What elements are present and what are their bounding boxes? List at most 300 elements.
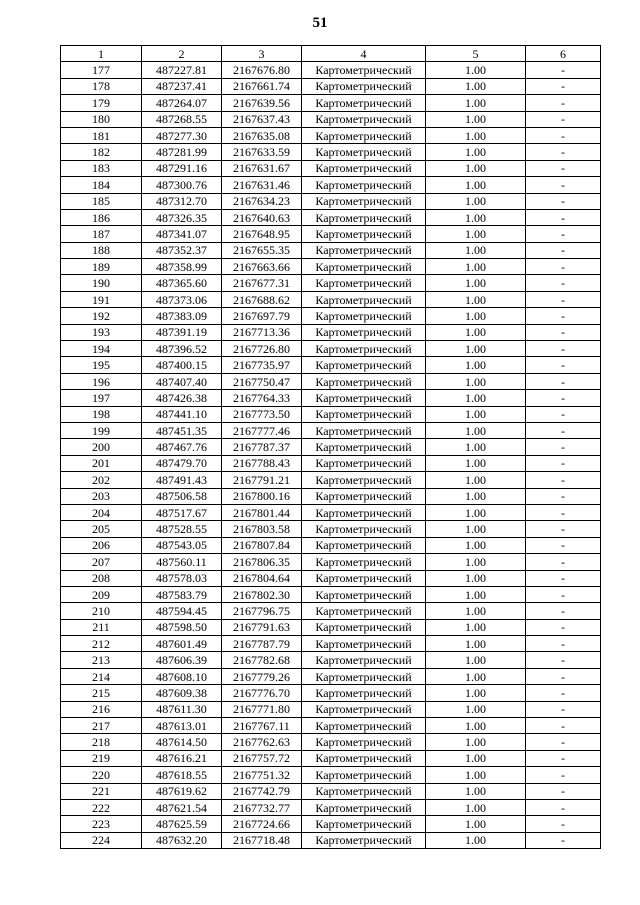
method-cell: Картометрический bbox=[302, 127, 426, 143]
note-cell: - bbox=[526, 668, 601, 684]
table-row bbox=[61, 521, 601, 537]
accuracy-cell: 1.00 bbox=[426, 422, 526, 438]
point-number-cell: 204 bbox=[61, 504, 142, 520]
note-cell: - bbox=[526, 291, 601, 307]
note-cell: - bbox=[526, 324, 601, 340]
page-number: 51 bbox=[312, 15, 328, 31]
y-coordinate-cell: 2167806.35 bbox=[222, 554, 302, 570]
method-cell: Картометрический bbox=[302, 177, 426, 193]
table-row bbox=[61, 259, 601, 275]
table-row bbox=[61, 160, 601, 176]
point-number-cell: 216 bbox=[61, 701, 142, 717]
x-coordinate-cell: 487300.76 bbox=[142, 177, 222, 193]
method-cell: Картометрический bbox=[302, 636, 426, 652]
x-coordinate-cell: 487619.62 bbox=[142, 783, 222, 799]
table-row bbox=[61, 668, 601, 684]
point-number-cell: 191 bbox=[61, 291, 142, 307]
note-cell: - bbox=[526, 111, 601, 127]
method-cell: Картометрический bbox=[302, 341, 426, 357]
table-row bbox=[61, 209, 601, 225]
note-cell: - bbox=[526, 554, 601, 570]
y-coordinate-cell: 2167800.16 bbox=[222, 488, 302, 504]
method-cell: Картометрический bbox=[302, 144, 426, 160]
y-coordinate-cell: 2167788.43 bbox=[222, 455, 302, 471]
y-coordinate-cell: 2167791.63 bbox=[222, 619, 302, 635]
point-number-cell: 181 bbox=[61, 127, 142, 143]
table-row bbox=[61, 78, 601, 94]
y-coordinate-cell: 2167655.35 bbox=[222, 242, 302, 258]
point-number-cell: 180 bbox=[61, 111, 142, 127]
y-coordinate-cell: 2167677.31 bbox=[222, 275, 302, 291]
table-row bbox=[61, 308, 601, 324]
point-number-cell: 217 bbox=[61, 718, 142, 734]
note-cell: - bbox=[526, 488, 601, 504]
accuracy-cell: 1.00 bbox=[426, 78, 526, 94]
accuracy-cell: 1.00 bbox=[426, 799, 526, 815]
point-number-cell: 200 bbox=[61, 439, 142, 455]
point-number-cell: 179 bbox=[61, 95, 142, 111]
method-cell: Картометрический bbox=[302, 554, 426, 570]
y-coordinate-cell: 2167676.80 bbox=[222, 62, 302, 78]
point-number-cell: 218 bbox=[61, 734, 142, 750]
y-coordinate-cell: 2167804.64 bbox=[222, 570, 302, 586]
note-cell: - bbox=[526, 816, 601, 832]
point-number-cell: 182 bbox=[61, 144, 142, 160]
method-cell: Картометрический bbox=[302, 783, 426, 799]
y-coordinate-cell: 2167791.21 bbox=[222, 472, 302, 488]
method-cell: Картометрический bbox=[302, 406, 426, 422]
column-header-1: 1 bbox=[61, 46, 142, 62]
y-coordinate-cell: 2167803.58 bbox=[222, 521, 302, 537]
method-cell: Картометрический bbox=[302, 816, 426, 832]
table-row bbox=[61, 636, 601, 652]
column-header-5: 5 bbox=[426, 46, 526, 62]
accuracy-cell: 1.00 bbox=[426, 734, 526, 750]
method-cell: Картометрический bbox=[302, 504, 426, 520]
accuracy-cell: 1.00 bbox=[426, 144, 526, 160]
method-cell: Картометрический bbox=[302, 226, 426, 242]
note-cell: - bbox=[526, 62, 601, 78]
point-number-cell: 215 bbox=[61, 685, 142, 701]
method-cell: Картометрический bbox=[302, 734, 426, 750]
point-number-cell: 201 bbox=[61, 455, 142, 471]
x-coordinate-cell: 487383.09 bbox=[142, 308, 222, 324]
accuracy-cell: 1.00 bbox=[426, 275, 526, 291]
x-coordinate-cell: 487606.39 bbox=[142, 652, 222, 668]
y-coordinate-cell: 2167724.66 bbox=[222, 816, 302, 832]
method-cell: Картометрический bbox=[302, 357, 426, 373]
accuracy-cell: 1.00 bbox=[426, 177, 526, 193]
x-coordinate-cell: 487560.11 bbox=[142, 554, 222, 570]
x-coordinate-cell: 487396.52 bbox=[142, 341, 222, 357]
method-cell: Картометрический bbox=[302, 95, 426, 111]
point-number-cell: 183 bbox=[61, 160, 142, 176]
point-number-cell: 186 bbox=[61, 209, 142, 225]
y-coordinate-cell: 2167637.43 bbox=[222, 111, 302, 127]
x-coordinate-cell: 487609.38 bbox=[142, 685, 222, 701]
accuracy-cell: 1.00 bbox=[426, 455, 526, 471]
accuracy-cell: 1.00 bbox=[426, 718, 526, 734]
y-coordinate-cell: 2167639.56 bbox=[222, 95, 302, 111]
x-coordinate-cell: 487598.50 bbox=[142, 619, 222, 635]
y-coordinate-cell: 2167663.66 bbox=[222, 259, 302, 275]
accuracy-cell: 1.00 bbox=[426, 357, 526, 373]
y-coordinate-cell: 2167801.44 bbox=[222, 504, 302, 520]
accuracy-cell: 1.00 bbox=[426, 308, 526, 324]
point-number-cell: 208 bbox=[61, 570, 142, 586]
point-number-cell: 177 bbox=[61, 62, 142, 78]
table-row bbox=[61, 324, 601, 340]
x-coordinate-cell: 487594.45 bbox=[142, 603, 222, 619]
column-header-2: 2 bbox=[142, 46, 222, 62]
table-row bbox=[61, 373, 601, 389]
note-cell: - bbox=[526, 619, 601, 635]
point-number-cell: 212 bbox=[61, 636, 142, 652]
method-cell: Картометрический bbox=[302, 193, 426, 209]
y-coordinate-cell: 2167771.80 bbox=[222, 701, 302, 717]
accuracy-cell: 1.00 bbox=[426, 816, 526, 832]
accuracy-cell: 1.00 bbox=[426, 341, 526, 357]
accuracy-cell: 1.00 bbox=[426, 488, 526, 504]
y-coordinate-cell: 2167773.50 bbox=[222, 406, 302, 422]
table-row bbox=[61, 816, 601, 832]
y-coordinate-cell: 2167631.46 bbox=[222, 177, 302, 193]
x-coordinate-cell: 487341.07 bbox=[142, 226, 222, 242]
note-cell: - bbox=[526, 160, 601, 176]
method-cell: Картометрический bbox=[302, 62, 426, 78]
accuracy-cell: 1.00 bbox=[426, 209, 526, 225]
y-coordinate-cell: 2167796.75 bbox=[222, 603, 302, 619]
method-cell: Картометрический bbox=[302, 652, 426, 668]
method-cell: Картометрический bbox=[302, 799, 426, 815]
point-number-cell: 221 bbox=[61, 783, 142, 799]
note-cell: - bbox=[526, 455, 601, 471]
column-header-3: 3 bbox=[222, 46, 302, 62]
method-cell: Картометрический bbox=[302, 586, 426, 602]
table-row bbox=[61, 455, 601, 471]
table-row bbox=[61, 734, 601, 750]
table-row bbox=[61, 832, 601, 848]
x-coordinate-cell: 487352.37 bbox=[142, 242, 222, 258]
y-coordinate-cell: 2167631.67 bbox=[222, 160, 302, 176]
method-cell: Картометрический bbox=[302, 570, 426, 586]
note-cell: - bbox=[526, 701, 601, 717]
x-coordinate-cell: 487407.40 bbox=[142, 373, 222, 389]
note-cell: - bbox=[526, 570, 601, 586]
y-coordinate-cell: 2167634.23 bbox=[222, 193, 302, 209]
method-cell: Картометрический bbox=[302, 259, 426, 275]
table-row bbox=[61, 177, 601, 193]
table-row bbox=[61, 603, 601, 619]
table-row bbox=[61, 652, 601, 668]
point-number-cell: 209 bbox=[61, 586, 142, 602]
table-row bbox=[61, 586, 601, 602]
x-coordinate-cell: 487264.07 bbox=[142, 95, 222, 111]
x-coordinate-cell: 487227.81 bbox=[142, 62, 222, 78]
note-cell: - bbox=[526, 685, 601, 701]
table-row bbox=[61, 718, 601, 734]
column-header-6: 6 bbox=[526, 46, 601, 62]
method-cell: Картометрический bbox=[302, 472, 426, 488]
method-cell: Картометрический bbox=[302, 291, 426, 307]
table-row bbox=[61, 144, 601, 160]
table-row bbox=[61, 406, 601, 422]
table-row bbox=[61, 357, 601, 373]
point-number-cell: 211 bbox=[61, 619, 142, 635]
note-cell: - bbox=[526, 422, 601, 438]
coordinates-table bbox=[60, 45, 601, 849]
point-number-cell: 187 bbox=[61, 226, 142, 242]
method-cell: Картометрический bbox=[302, 78, 426, 94]
accuracy-cell: 1.00 bbox=[426, 390, 526, 406]
y-coordinate-cell: 2167787.37 bbox=[222, 439, 302, 455]
note-cell: - bbox=[526, 734, 601, 750]
method-cell: Картометрический bbox=[302, 767, 426, 783]
x-coordinate-cell: 487625.59 bbox=[142, 816, 222, 832]
method-cell: Картометрический bbox=[302, 603, 426, 619]
point-number-cell: 198 bbox=[61, 406, 142, 422]
accuracy-cell: 1.00 bbox=[426, 373, 526, 389]
y-coordinate-cell: 2167807.84 bbox=[222, 537, 302, 553]
note-cell: - bbox=[526, 177, 601, 193]
note-cell: - bbox=[526, 209, 601, 225]
table-row bbox=[61, 750, 601, 766]
point-number-cell: 205 bbox=[61, 521, 142, 537]
accuracy-cell: 1.00 bbox=[426, 62, 526, 78]
point-number-cell: 222 bbox=[61, 799, 142, 815]
y-coordinate-cell: 2167732.77 bbox=[222, 799, 302, 815]
method-cell: Картометрический bbox=[302, 488, 426, 504]
accuracy-cell: 1.00 bbox=[426, 504, 526, 520]
accuracy-cell: 1.00 bbox=[426, 636, 526, 652]
point-number-cell: 178 bbox=[61, 78, 142, 94]
table-header-row bbox=[61, 46, 601, 62]
note-cell: - bbox=[526, 275, 601, 291]
x-coordinate-cell: 487528.55 bbox=[142, 521, 222, 537]
note-cell: - bbox=[526, 504, 601, 520]
x-coordinate-cell: 487517.67 bbox=[142, 504, 222, 520]
accuracy-cell: 1.00 bbox=[426, 832, 526, 848]
accuracy-cell: 1.00 bbox=[426, 750, 526, 766]
y-coordinate-cell: 2167661.74 bbox=[222, 78, 302, 94]
table-row bbox=[61, 783, 601, 799]
accuracy-cell: 1.00 bbox=[426, 619, 526, 635]
x-coordinate-cell: 487312.70 bbox=[142, 193, 222, 209]
note-cell: - bbox=[526, 226, 601, 242]
note-cell: - bbox=[526, 439, 601, 455]
x-coordinate-cell: 487426.38 bbox=[142, 390, 222, 406]
method-cell: Картометрический bbox=[302, 308, 426, 324]
table-row bbox=[61, 767, 601, 783]
y-coordinate-cell: 2167782.68 bbox=[222, 652, 302, 668]
method-cell: Картометрический bbox=[302, 390, 426, 406]
table-body bbox=[61, 62, 601, 849]
table-row bbox=[61, 62, 601, 78]
table-row bbox=[61, 111, 601, 127]
x-coordinate-cell: 487441.10 bbox=[142, 406, 222, 422]
y-coordinate-cell: 2167757.72 bbox=[222, 750, 302, 766]
x-coordinate-cell: 487326.35 bbox=[142, 209, 222, 225]
point-number-cell: 194 bbox=[61, 341, 142, 357]
table-row bbox=[61, 226, 601, 242]
x-coordinate-cell: 487291.16 bbox=[142, 160, 222, 176]
y-coordinate-cell: 2167764.33 bbox=[222, 390, 302, 406]
x-coordinate-cell: 487467.76 bbox=[142, 439, 222, 455]
accuracy-cell: 1.00 bbox=[426, 570, 526, 586]
x-coordinate-cell: 487616.21 bbox=[142, 750, 222, 766]
x-coordinate-cell: 487373.06 bbox=[142, 291, 222, 307]
table-row bbox=[61, 472, 601, 488]
x-coordinate-cell: 487277.30 bbox=[142, 127, 222, 143]
point-number-cell: 199 bbox=[61, 422, 142, 438]
accuracy-cell: 1.00 bbox=[426, 767, 526, 783]
note-cell: - bbox=[526, 406, 601, 422]
method-cell: Картометрический bbox=[302, 718, 426, 734]
point-number-cell: 185 bbox=[61, 193, 142, 209]
y-coordinate-cell: 2167633.59 bbox=[222, 144, 302, 160]
point-number-cell: 195 bbox=[61, 357, 142, 373]
accuracy-cell: 1.00 bbox=[426, 439, 526, 455]
y-coordinate-cell: 2167697.79 bbox=[222, 308, 302, 324]
y-coordinate-cell: 2167767.11 bbox=[222, 718, 302, 734]
table-row bbox=[61, 439, 601, 455]
point-number-cell: 210 bbox=[61, 603, 142, 619]
note-cell: - bbox=[526, 95, 601, 111]
note-cell: - bbox=[526, 537, 601, 553]
note-cell: - bbox=[526, 586, 601, 602]
accuracy-cell: 1.00 bbox=[426, 783, 526, 799]
y-coordinate-cell: 2167787.79 bbox=[222, 636, 302, 652]
table-row bbox=[61, 799, 601, 815]
y-coordinate-cell: 2167750.47 bbox=[222, 373, 302, 389]
x-coordinate-cell: 487491.43 bbox=[142, 472, 222, 488]
x-coordinate-cell: 487451.35 bbox=[142, 422, 222, 438]
x-coordinate-cell: 487268.55 bbox=[142, 111, 222, 127]
x-coordinate-cell: 487358.99 bbox=[142, 259, 222, 275]
y-coordinate-cell: 2167762.63 bbox=[222, 734, 302, 750]
table-row bbox=[61, 275, 601, 291]
y-coordinate-cell: 2167751.32 bbox=[222, 767, 302, 783]
accuracy-cell: 1.00 bbox=[426, 95, 526, 111]
note-cell: - bbox=[526, 652, 601, 668]
accuracy-cell: 1.00 bbox=[426, 324, 526, 340]
method-cell: Картометрический bbox=[302, 455, 426, 471]
table-row bbox=[61, 127, 601, 143]
method-cell: Картометрический bbox=[302, 439, 426, 455]
y-coordinate-cell: 2167777.46 bbox=[222, 422, 302, 438]
note-cell: - bbox=[526, 783, 601, 799]
table-row bbox=[61, 193, 601, 209]
method-cell: Картометрический bbox=[302, 373, 426, 389]
accuracy-cell: 1.00 bbox=[426, 472, 526, 488]
accuracy-cell: 1.00 bbox=[426, 291, 526, 307]
column-header-4: 4 bbox=[302, 46, 426, 62]
point-number-cell: 197 bbox=[61, 390, 142, 406]
note-cell: - bbox=[526, 799, 601, 815]
method-cell: Картометрический bbox=[302, 422, 426, 438]
note-cell: - bbox=[526, 341, 601, 357]
table-row bbox=[61, 488, 601, 504]
table-row bbox=[61, 570, 601, 586]
accuracy-cell: 1.00 bbox=[426, 521, 526, 537]
note-cell: - bbox=[526, 127, 601, 143]
accuracy-cell: 1.00 bbox=[426, 127, 526, 143]
method-cell: Картометрический bbox=[302, 701, 426, 717]
y-coordinate-cell: 2167648.95 bbox=[222, 226, 302, 242]
note-cell: - bbox=[526, 832, 601, 848]
note-cell: - bbox=[526, 308, 601, 324]
accuracy-cell: 1.00 bbox=[426, 586, 526, 602]
table-row bbox=[61, 504, 601, 520]
method-cell: Картометрический bbox=[302, 750, 426, 766]
y-coordinate-cell: 2167635.08 bbox=[222, 127, 302, 143]
x-coordinate-cell: 487365.60 bbox=[142, 275, 222, 291]
table-row bbox=[61, 95, 601, 111]
point-number-cell: 188 bbox=[61, 242, 142, 258]
y-coordinate-cell: 2167779.26 bbox=[222, 668, 302, 684]
y-coordinate-cell: 2167776.70 bbox=[222, 685, 302, 701]
y-coordinate-cell: 2167688.62 bbox=[222, 291, 302, 307]
method-cell: Картометрический bbox=[302, 668, 426, 684]
x-coordinate-cell: 487614.50 bbox=[142, 734, 222, 750]
x-coordinate-cell: 487543.05 bbox=[142, 537, 222, 553]
table-row bbox=[61, 701, 601, 717]
method-cell: Картометрический bbox=[302, 160, 426, 176]
point-number-cell: 196 bbox=[61, 373, 142, 389]
table-row bbox=[61, 685, 601, 701]
note-cell: - bbox=[526, 750, 601, 766]
accuracy-cell: 1.00 bbox=[426, 554, 526, 570]
method-cell: Картометрический bbox=[302, 209, 426, 225]
table-row bbox=[61, 619, 601, 635]
accuracy-cell: 1.00 bbox=[426, 701, 526, 717]
table-row bbox=[61, 242, 601, 258]
note-cell: - bbox=[526, 603, 601, 619]
point-number-cell: 202 bbox=[61, 472, 142, 488]
table-row bbox=[61, 554, 601, 570]
point-number-cell: 207 bbox=[61, 554, 142, 570]
y-coordinate-cell: 2167718.48 bbox=[222, 832, 302, 848]
accuracy-cell: 1.00 bbox=[426, 193, 526, 209]
method-cell: Картометрический bbox=[302, 242, 426, 258]
accuracy-cell: 1.00 bbox=[426, 668, 526, 684]
x-coordinate-cell: 487391.19 bbox=[142, 324, 222, 340]
note-cell: - bbox=[526, 193, 601, 209]
y-coordinate-cell: 2167640.63 bbox=[222, 209, 302, 225]
table-row bbox=[61, 422, 601, 438]
x-coordinate-cell: 487621.54 bbox=[142, 799, 222, 815]
point-number-cell: 223 bbox=[61, 816, 142, 832]
accuracy-cell: 1.00 bbox=[426, 259, 526, 275]
table-row bbox=[61, 291, 601, 307]
x-coordinate-cell: 487506.58 bbox=[142, 488, 222, 504]
method-cell: Картометрический bbox=[302, 521, 426, 537]
y-coordinate-cell: 2167742.79 bbox=[222, 783, 302, 799]
x-coordinate-cell: 487611.30 bbox=[142, 701, 222, 717]
x-coordinate-cell: 487632.20 bbox=[142, 832, 222, 848]
note-cell: - bbox=[526, 259, 601, 275]
point-number-cell: 203 bbox=[61, 488, 142, 504]
note-cell: - bbox=[526, 373, 601, 389]
method-cell: Картометрический bbox=[302, 275, 426, 291]
point-number-cell: 193 bbox=[61, 324, 142, 340]
point-number-cell: 184 bbox=[61, 177, 142, 193]
note-cell: - bbox=[526, 718, 601, 734]
note-cell: - bbox=[526, 357, 601, 373]
x-coordinate-cell: 487608.10 bbox=[142, 668, 222, 684]
x-coordinate-cell: 487618.55 bbox=[142, 767, 222, 783]
point-number-cell: 213 bbox=[61, 652, 142, 668]
